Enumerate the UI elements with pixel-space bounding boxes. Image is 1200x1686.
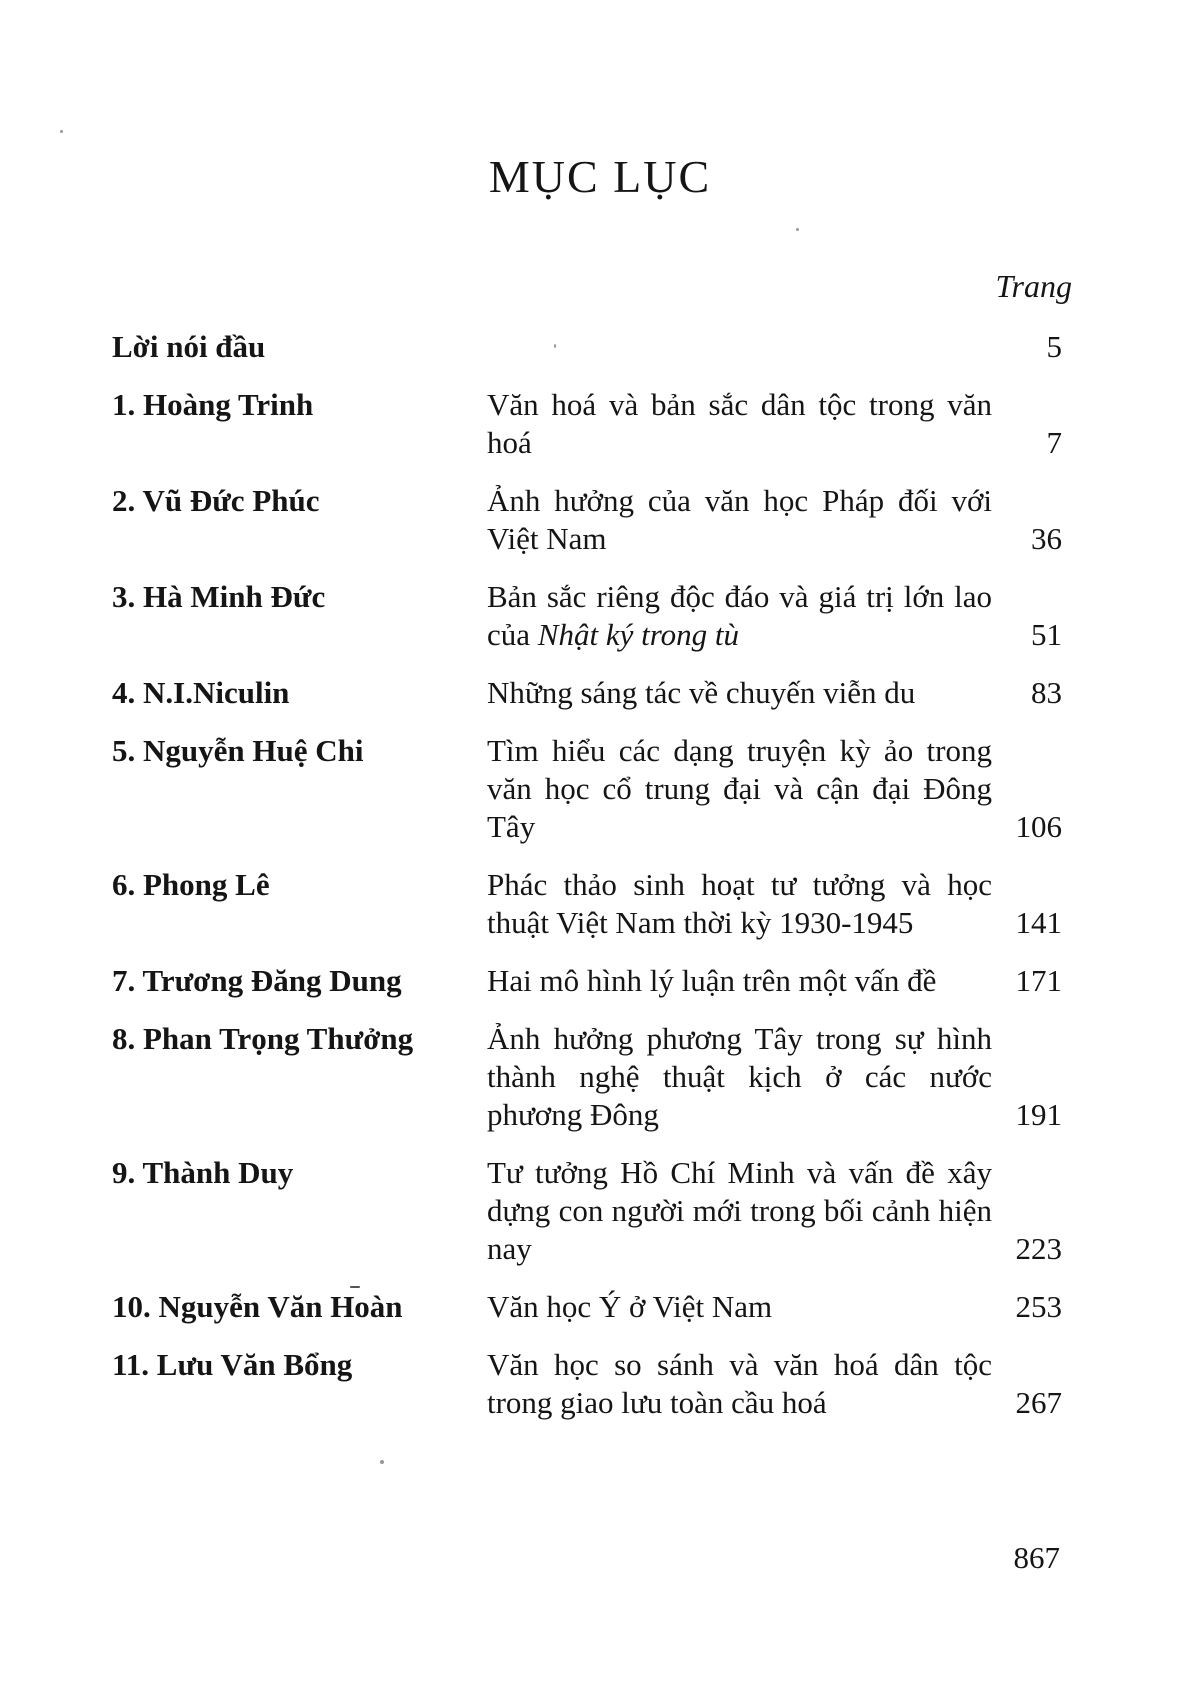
toc-author: 6. Phong Lê xyxy=(112,867,270,902)
toc-page: 223 xyxy=(1015,1231,1062,1266)
toc-author: 2. Vũ Đức Phúc xyxy=(112,483,320,518)
toc-page: 253 xyxy=(1015,1289,1062,1324)
toc-title: Phác thảo sinh hoạt tư tưởng và học thuật Việt Nam thời kỳ 1930-1945 xyxy=(487,867,992,940)
toc-page: 191 xyxy=(1015,1097,1062,1132)
toc-entry xyxy=(112,482,1062,558)
toc-entry xyxy=(112,328,1062,366)
toc-title: Hai mô hình lý luận trên một vấn đề xyxy=(487,963,937,998)
toc-author: 5. Nguyễn Huệ Chi xyxy=(112,733,364,768)
toc-author: 3. Hà Minh Đức xyxy=(112,579,326,614)
page-number: 867 xyxy=(1013,1540,1060,1575)
toc-title-italic: Nhật ký trong tù xyxy=(537,617,739,652)
toc-title: Tìm hiểu các dạng truyện kỳ ảo trong văn học cổ trung đại và cận đại Đông Tây xyxy=(487,733,992,844)
scan-speck xyxy=(796,228,799,231)
page-column-label: Trang xyxy=(995,268,1072,304)
toc-entry xyxy=(112,1346,1062,1422)
toc-entry xyxy=(112,674,1062,712)
toc-page: 141 xyxy=(1015,905,1062,940)
toc-title-text: Bản sắc riêng độc đáo và giá trị lớn lao của xyxy=(487,579,992,652)
toc-author: 10. Nguyễn Văn Hoàn xyxy=(112,1289,403,1324)
toc-title: Tư tưởng Hồ Chí Minh và vấn đề xây dựng con người mới trong bối cảnh hiện nay xyxy=(487,1155,992,1266)
scan-speck xyxy=(380,1460,384,1464)
toc-author: 11. Lưu Văn Bổng xyxy=(112,1347,353,1382)
toc-title: Ảnh hưởng của văn học Pháp đối với Việt Nam xyxy=(487,483,992,556)
toc-entry xyxy=(112,1288,1062,1326)
toc-entry xyxy=(112,1154,1062,1268)
toc-entry xyxy=(112,386,1062,462)
toc-entry xyxy=(112,962,1062,1000)
toc-title: Ảnh hưởng phương Tây trong sự hình thành nghệ thuật kịch ở các nước phương Đông xyxy=(487,1021,992,1132)
toc-title: Những sáng tác về chuyến viễn du xyxy=(487,675,916,710)
toc-title: Văn học so sánh và văn hoá dân tộc trong giao lưu toàn cầu hoá xyxy=(487,1347,992,1420)
toc-title: Văn hoá và bản sắc dân tộc trong văn hoá xyxy=(487,387,992,460)
toc-page: 36 xyxy=(1031,521,1062,556)
scan-speck xyxy=(554,344,556,348)
scan-speck xyxy=(350,1286,360,1288)
page-title: MỤC LỤC xyxy=(488,151,712,202)
toc-entry xyxy=(112,732,1062,846)
scan-speck xyxy=(60,130,63,133)
toc-entry xyxy=(112,578,1062,654)
toc-author: 9. Thành Duy xyxy=(112,1155,294,1190)
toc-title xyxy=(487,578,992,654)
toc-page: 51 xyxy=(1031,617,1062,652)
toc-entry xyxy=(112,1020,1062,1134)
toc-page: 5 xyxy=(1046,329,1062,364)
toc-author: 8. Phan Trọng Thưởng xyxy=(112,1021,414,1056)
table-of-contents xyxy=(112,328,1062,1442)
toc-author: 4. N.I.Niculin xyxy=(112,675,290,710)
toc-title: Văn học Ý ở Việt Nam xyxy=(487,1289,773,1324)
toc-page: 7 xyxy=(1046,425,1062,460)
toc-entry xyxy=(112,866,1062,942)
toc-page: 171 xyxy=(1015,963,1062,998)
toc-author: Lời nói đầu xyxy=(112,329,266,364)
toc-page: 106 xyxy=(1015,809,1062,844)
toc-author: 7. Trương Đăng Dung xyxy=(112,963,402,998)
toc-page: 83 xyxy=(1031,675,1062,710)
toc-author: 1. Hoàng Trinh xyxy=(112,387,314,422)
toc-page: 267 xyxy=(1015,1385,1062,1420)
